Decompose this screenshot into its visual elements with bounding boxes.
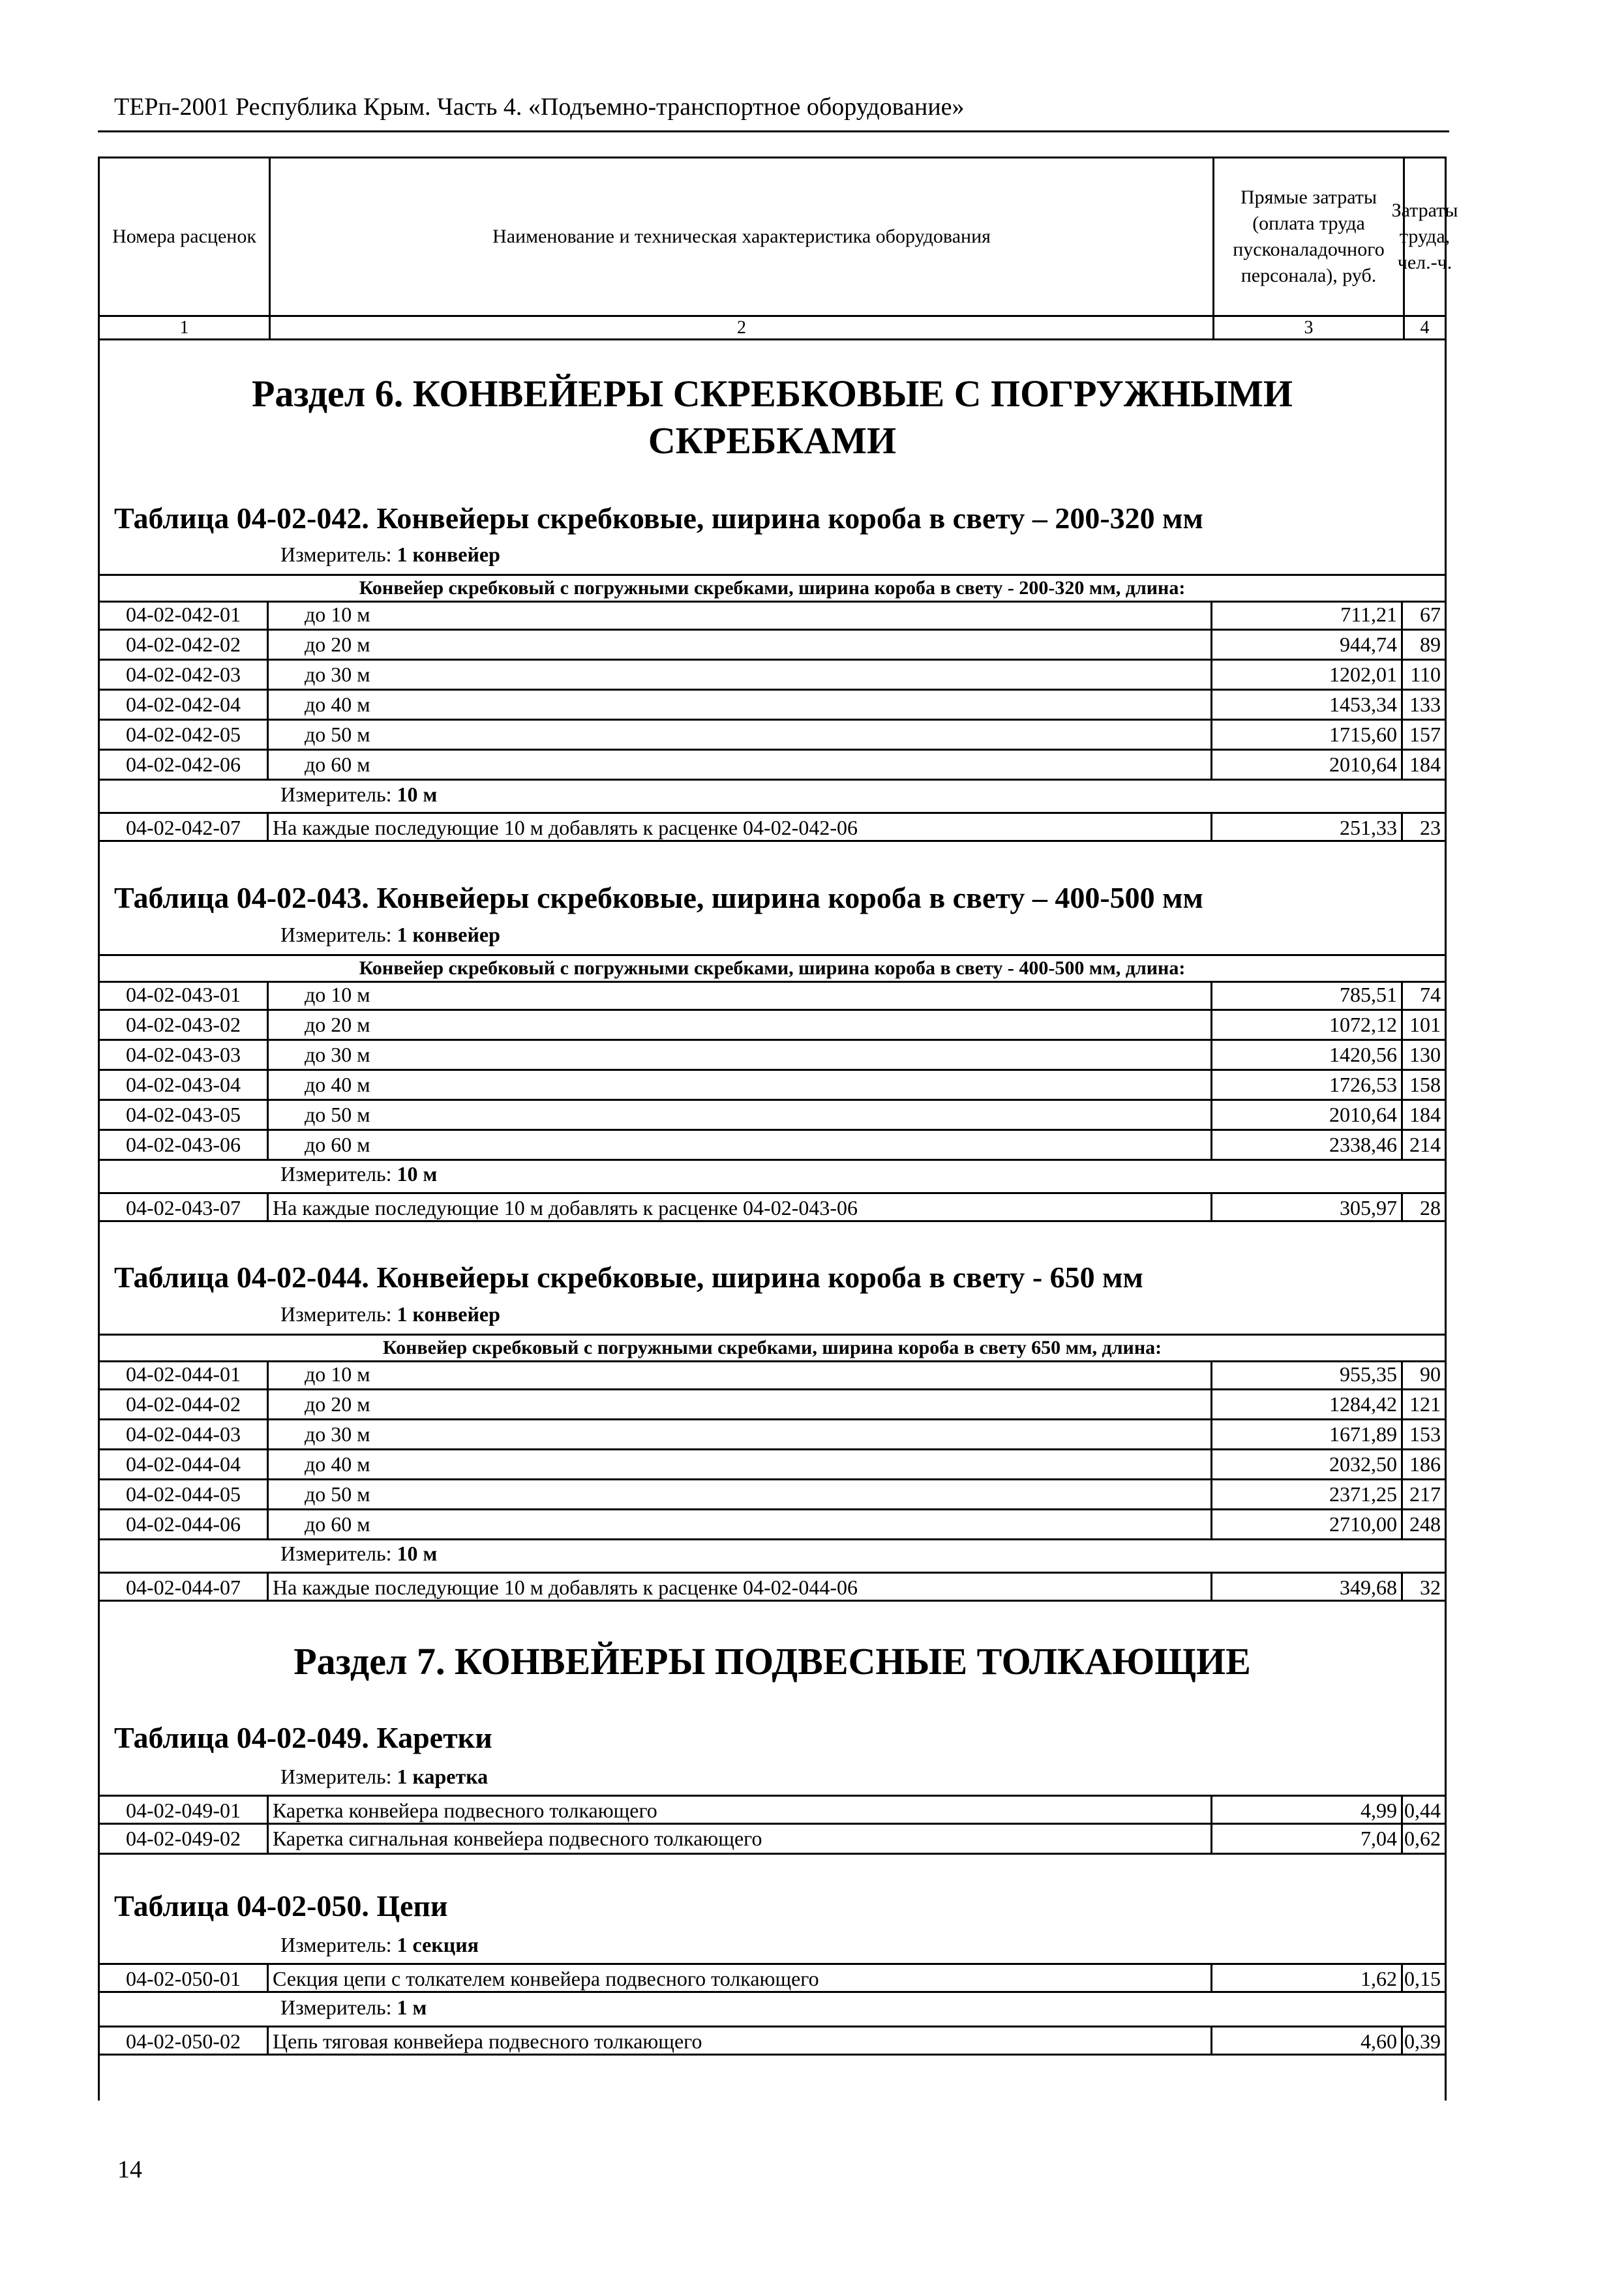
table-row [98, 1480, 1447, 1510]
rate-description: до 50 м [269, 721, 1212, 751]
rate-labor: 158 [1403, 1071, 1447, 1101]
table-row [98, 1101, 1447, 1131]
rate-description: до 60 м [269, 1510, 1212, 1540]
table-row [98, 751, 1447, 781]
rate-cost: 1453,34 [1212, 691, 1403, 721]
table-042-unit-2: Измеритель: 10 м [280, 783, 438, 806]
table-044-subheading: Конвейер скребковый с погружными скребками, ширина короба в свету 650 мм, длина: [98, 1334, 1447, 1362]
table-049-title: Таблица 04-02-049. Каретки [114, 1721, 492, 1754]
rate-labor: 153 [1403, 1420, 1447, 1450]
rate-cost: 944,74 [1212, 631, 1403, 661]
rate-labor: 0,44 [1403, 1795, 1447, 1825]
table-042-subheading: Конвейер скребковый с погружными скребками, ширина короба в свету - 200-320 мм, длина: [98, 574, 1447, 603]
rate-labor: 0,62 [1403, 1825, 1447, 1855]
running-header: ТЕРп-2001 Республика Крым. Часть 4. «Подъемно-транспортное оборудование» [114, 93, 965, 121]
table-043-title: Таблица 04-02-043. Конвейеры скребковые, ширина короба в свету – 400-500 мм [114, 881, 1203, 914]
rate-labor: 110 [1403, 661, 1447, 691]
table-043-unit-2: Измеритель: 10 м [280, 1162, 438, 1186]
rate-code: 04-02-044-02 [98, 1390, 269, 1420]
table-row [98, 1131, 1447, 1161]
table-050-unit: Измеритель: 1 секция [280, 1933, 479, 1956]
rate-labor: 101 [1403, 1011, 1447, 1041]
table-044-title: Таблица 04-02-044. Конвейеры скребковые, ширина короба в свету - 650 мм [114, 1261, 1143, 1294]
rate-labor: 0,39 [1403, 2026, 1447, 2056]
rate-cost: 2371,25 [1212, 1480, 1403, 1510]
rate-code: 04-02-044-07 [98, 1572, 269, 1602]
rate-cost: 711,21 [1212, 601, 1403, 631]
rate-description: Каретка сигнальная конвейера подвесного толкающего [269, 1825, 1212, 1855]
table-row [98, 2026, 1447, 2056]
rate-description: до 20 м [269, 631, 1212, 661]
rate-cost: 2032,50 [1212, 1450, 1403, 1480]
rate-description: до 10 м [269, 981, 1212, 1011]
rate-code: 04-02-043-01 [98, 981, 269, 1011]
section-7-title: Раздел 7. КОНВЕЙЕРЫ ПОДВЕСНЫЕ ТОЛКАЮЩИЕ [293, 1640, 1251, 1683]
rate-code: 04-02-049-01 [98, 1795, 269, 1825]
table-row [98, 1510, 1447, 1540]
col-number-3: 3 [1214, 315, 1405, 338]
rate-labor: 184 [1403, 751, 1447, 781]
rate-code: 04-02-042-07 [98, 812, 269, 842]
table-row [98, 981, 1447, 1011]
rate-cost: 7,04 [1212, 1825, 1403, 1855]
rate-cost: 1726,53 [1212, 1071, 1403, 1101]
table-row [98, 1041, 1447, 1071]
rate-description: до 20 м [269, 1390, 1212, 1420]
table-042-title: Таблица 04-02-042. Конвейеры скребковые, ширина короба в свету – 200-320 мм [114, 501, 1203, 535]
rate-cost: 2338,46 [1212, 1131, 1403, 1161]
rate-description: до 30 м [269, 1420, 1212, 1450]
rate-code: 04-02-042-03 [98, 661, 269, 691]
rate-code: 04-02-043-07 [98, 1192, 269, 1222]
rate-labor: 133 [1403, 691, 1447, 721]
rate-cost: 1072,12 [1212, 1011, 1403, 1041]
rate-cost: 349,68 [1212, 1572, 1403, 1602]
rate-description: Секция цепи с толкателем конвейера подвесного толкающего [269, 1963, 1212, 1993]
rate-labor: 248 [1403, 1510, 1447, 1540]
rate-code: 04-02-043-02 [98, 1011, 269, 1041]
rate-description: до 60 м [269, 751, 1212, 781]
rate-description: до 10 м [269, 601, 1212, 631]
rate-description: до 30 м [269, 1041, 1212, 1071]
col-header-labor: Затраты труда, чел.-ч. [1391, 200, 1458, 273]
rate-labor: 0,15 [1403, 1963, 1447, 1993]
table-042-unit: Измеритель: 1 конвейер [280, 543, 500, 566]
table-row [98, 721, 1447, 751]
header-rule [98, 130, 1449, 132]
rate-cost: 955,35 [1212, 1360, 1403, 1390]
rate-cost: 305,97 [1212, 1192, 1403, 1222]
rate-description: до 60 м [269, 1131, 1212, 1161]
table-row [98, 1795, 1447, 1825]
rate-description: до 50 м [269, 1480, 1212, 1510]
rate-code: 04-02-043-05 [98, 1101, 269, 1131]
rate-cost: 4,99 [1212, 1795, 1403, 1825]
rate-cost: 1715,60 [1212, 721, 1403, 751]
rate-labor: 184 [1403, 1101, 1447, 1131]
table-row [98, 1011, 1447, 1041]
table-044-unit: Измеритель: 1 конвейер [280, 1302, 500, 1326]
col-number-4: 4 [1405, 315, 1445, 338]
rate-description: до 20 м [269, 1011, 1212, 1041]
table-row [98, 1450, 1447, 1480]
rate-code: 04-02-043-04 [98, 1071, 269, 1101]
table-row [98, 812, 1447, 842]
rate-code: 04-02-043-06 [98, 1131, 269, 1161]
col-number-2: 2 [271, 315, 1214, 338]
rate-code: 04-02-042-02 [98, 631, 269, 661]
rate-cost: 1420,56 [1212, 1041, 1403, 1071]
rate-code: 04-02-042-01 [98, 601, 269, 631]
table-row [98, 601, 1447, 631]
col-header-codes: Номера расценок [100, 158, 271, 315]
rate-cost: 1,62 [1212, 1963, 1403, 1993]
rate-labor: 74 [1403, 981, 1447, 1011]
table-row [98, 1572, 1447, 1602]
rate-description: до 40 м [269, 1450, 1212, 1480]
rate-description: до 50 м [269, 1101, 1212, 1131]
rate-labor: 214 [1403, 1131, 1447, 1161]
rate-code: 04-02-042-05 [98, 721, 269, 751]
rate-code: 04-02-044-03 [98, 1420, 269, 1450]
table-050-unit-2: Измеритель: 1 м [280, 1996, 427, 2019]
rate-code: 04-02-050-01 [98, 1963, 269, 1993]
rate-code: 04-02-044-04 [98, 1450, 269, 1480]
rate-labor: 67 [1403, 601, 1447, 631]
col-header-name: Наименование и техническая характеристика оборудования [271, 158, 1214, 315]
rate-cost: 785,51 [1212, 981, 1403, 1011]
rate-cost: 1202,01 [1212, 661, 1403, 691]
rate-cost: 1284,42 [1212, 1390, 1403, 1420]
rate-labor: 32 [1403, 1572, 1447, 1602]
column-header-block [98, 157, 1458, 340]
table-043-unit: Измеритель: 1 конвейер [280, 923, 500, 946]
rate-description: до 10 м [269, 1360, 1212, 1390]
table-044-unit-2: Измеритель: 10 м [280, 1542, 438, 1565]
rate-description: На каждые последующие 10 м добавлять к расценке 04-02-043-06 [269, 1192, 1212, 1222]
rate-description: до 40 м [269, 691, 1212, 721]
rate-labor: 186 [1403, 1450, 1447, 1480]
table-050-title: Таблица 04-02-050. Цепи [114, 1889, 448, 1922]
table-row [98, 691, 1447, 721]
rate-description: Каретка конвейера подвесного толкающего [269, 1795, 1212, 1825]
rate-labor: 90 [1403, 1360, 1447, 1390]
section-6-title-line1: Раздел 6. КОНВЕЙЕРЫ СКРЕБКОВЫЕ С ПОГРУЖНЫМИ [252, 372, 1293, 415]
col-header-cost: Прямые затраты (оплата труда пусконаладочного персонала), руб. [1214, 158, 1405, 315]
rate-code: 04-02-044-05 [98, 1480, 269, 1510]
page-number: 14 [117, 2156, 142, 2183]
table-row [98, 631, 1447, 661]
rate-description: до 40 м [269, 1071, 1212, 1101]
rate-description: На каждые последующие 10 м добавлять к расценке 04-02-042-06 [269, 812, 1212, 842]
rate-description: Цепь тяговая конвейера подвесного толкающего [269, 2026, 1212, 2056]
section-6-title-line2: СКРЕБКАМИ [648, 419, 897, 462]
table-043-subheading: Конвейер скребковый с погружными скребками, ширина короба в свету - 400-500 мм, длина: [98, 954, 1447, 983]
table-row [98, 1963, 1447, 1993]
table-row [98, 1825, 1447, 1855]
rate-labor: 217 [1403, 1480, 1447, 1510]
rate-labor: 23 [1403, 812, 1447, 842]
rate-code: 04-02-042-06 [98, 751, 269, 781]
rate-code: 04-02-044-01 [98, 1360, 269, 1390]
rate-cost: 1671,89 [1212, 1420, 1403, 1450]
col-number-1: 1 [100, 315, 271, 338]
rate-labor: 89 [1403, 631, 1447, 661]
table-row [98, 661, 1447, 691]
rate-code: 04-02-042-04 [98, 691, 269, 721]
rate-cost: 4,60 [1212, 2026, 1403, 2056]
rate-labor: 157 [1403, 721, 1447, 751]
rate-cost: 2010,64 [1212, 1101, 1403, 1131]
rate-labor: 28 [1403, 1192, 1447, 1222]
rate-description: до 30 м [269, 661, 1212, 691]
rate-cost: 2010,64 [1212, 751, 1403, 781]
table-row [98, 1071, 1447, 1101]
rate-code: 04-02-043-03 [98, 1041, 269, 1071]
table-049-unit: Измеритель: 1 каретка [280, 1765, 489, 1788]
rate-code: 04-02-050-02 [98, 2026, 269, 2056]
rate-cost: 251,33 [1212, 812, 1403, 842]
rate-cost: 2710,00 [1212, 1510, 1403, 1540]
table-row [98, 1420, 1447, 1450]
rate-code: 04-02-049-02 [98, 1825, 269, 1855]
rate-labor: 121 [1403, 1390, 1447, 1420]
rate-code: 04-02-044-06 [98, 1510, 269, 1540]
table-row [98, 1360, 1447, 1390]
table-row [98, 1192, 1447, 1222]
rate-labor: 130 [1403, 1041, 1447, 1071]
rate-description: На каждые последующие 10 м добавлять к расценке 04-02-044-06 [269, 1572, 1212, 1602]
table-row [98, 1390, 1447, 1420]
